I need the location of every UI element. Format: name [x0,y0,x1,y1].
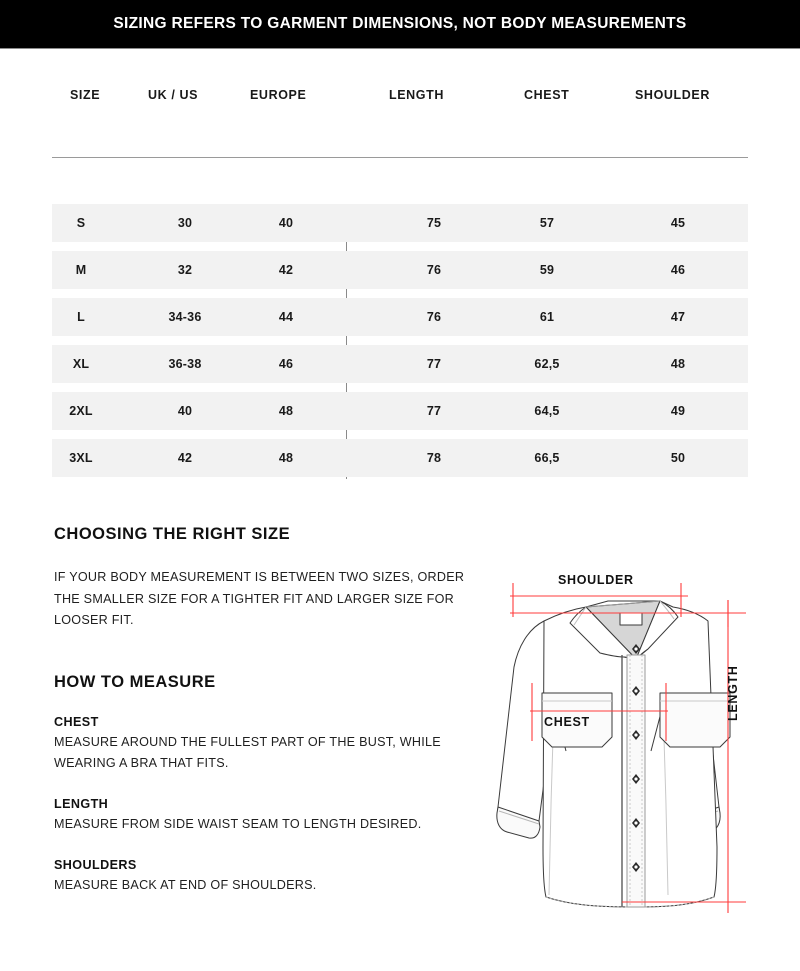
cell-shoulder: 45 [670,216,686,230]
column-header-uk-us: UK / US [148,88,199,102]
measure-title: LENGTH [54,796,109,811]
cell-uk-us: 42 [177,451,193,465]
cell-size: XL [72,357,90,371]
cell-length: 77 [426,404,442,418]
measure-block-shoulders [54,858,474,896]
table-row [52,345,748,383]
column-header-chest: CHEST [524,88,570,102]
cell-length: 76 [426,263,442,277]
cell-europe: 40 [278,216,294,230]
measure-block-length [54,797,474,835]
measure-body: MEASURE AROUND THE FULLEST PART OF THE BUST, WHILE WEARING A BRA THAT FITS. [54,734,441,770]
banner-title: SIZING REFERS TO GARMENT DIMENSIONS, NOT BODY MEASUREMENTS [113,15,687,32]
table-header-row [52,88,748,124]
cell-shoulder: 49 [670,404,686,418]
table-row [52,298,748,336]
banner-divider [0,48,800,49]
how-to-measure-heading: HOW TO MEASURE [54,672,216,691]
cell-length: 76 [426,310,442,324]
cell-shoulder: 46 [670,263,686,277]
cell-shoulder: 50 [670,451,686,465]
measure-body: MEASURE BACK AT END OF SHOULDERS. [54,877,317,892]
measure-body: MEASURE FROM SIDE WAIST SEAM TO LENGTH DESIRED. [54,816,422,831]
measure-title: SHOULDERS [54,857,137,872]
cell-shoulder: 47 [670,310,686,324]
table-header-rule [52,157,748,158]
cell-length: 77 [426,357,442,371]
cell-uk-us: 36-38 [168,357,202,371]
cell-europe: 42 [278,263,294,277]
cell-chest: 61 [539,310,555,324]
cell-size: 2XL [69,404,93,418]
cell-europe: 46 [278,357,294,371]
cell-chest: 59 [539,263,555,277]
cell-chest: 66,5 [534,451,560,465]
cell-size: L [77,310,85,324]
cell-uk-us: 40 [177,404,193,418]
cell-length: 78 [426,451,442,465]
choosing-heading: CHOOSING THE RIGHT SIZE [54,525,291,543]
guidance-copy [54,525,474,896]
shirt-flat-sketch-icon [470,555,800,937]
diagram-label-chest: CHEST [544,715,590,729]
cell-size: 3XL [69,451,93,465]
table-row [52,251,748,289]
diagram-label-shoulder: SHOULDER [558,573,634,587]
column-header-shoulder: SHOULDER [635,88,710,102]
cell-uk-us: 32 [177,263,193,277]
measure-block-chest [54,715,474,774]
cell-size: S [76,216,86,230]
column-header-europe: EUROPE [250,88,307,102]
sizing-banner [0,0,800,48]
cell-chest: 64,5 [534,404,560,418]
cell-size: M [75,263,87,277]
size-chart-table [52,88,748,465]
choosing-paragraph: IF YOUR BODY MEASUREMENT IS BETWEEN TWO SIZES, ORDER THE SMALLER SIZE FOR A TIGHTER FIT AND LARGER SIZE FOR LOOSER FIT. [54,570,465,627]
table-body [52,204,748,486]
table-row [52,439,748,477]
table-row [52,204,748,242]
column-header-length: LENGTH [389,88,444,102]
cell-uk-us: 34-36 [168,310,202,324]
cell-uk-us: 30 [177,216,193,230]
cell-shoulder: 48 [670,357,686,371]
cell-europe: 44 [278,310,294,324]
cell-chest: 62,5 [534,357,560,371]
table-row [52,392,748,430]
column-header-size: SIZE [70,88,101,102]
diagram-label-length: LENGTH [726,665,740,721]
garment-measurement-diagram [470,555,800,937]
cell-length: 75 [426,216,442,230]
measure-title: CHEST [54,714,99,729]
cell-europe: 48 [278,404,294,418]
cell-chest: 57 [539,216,555,230]
cell-europe: 48 [278,451,294,465]
